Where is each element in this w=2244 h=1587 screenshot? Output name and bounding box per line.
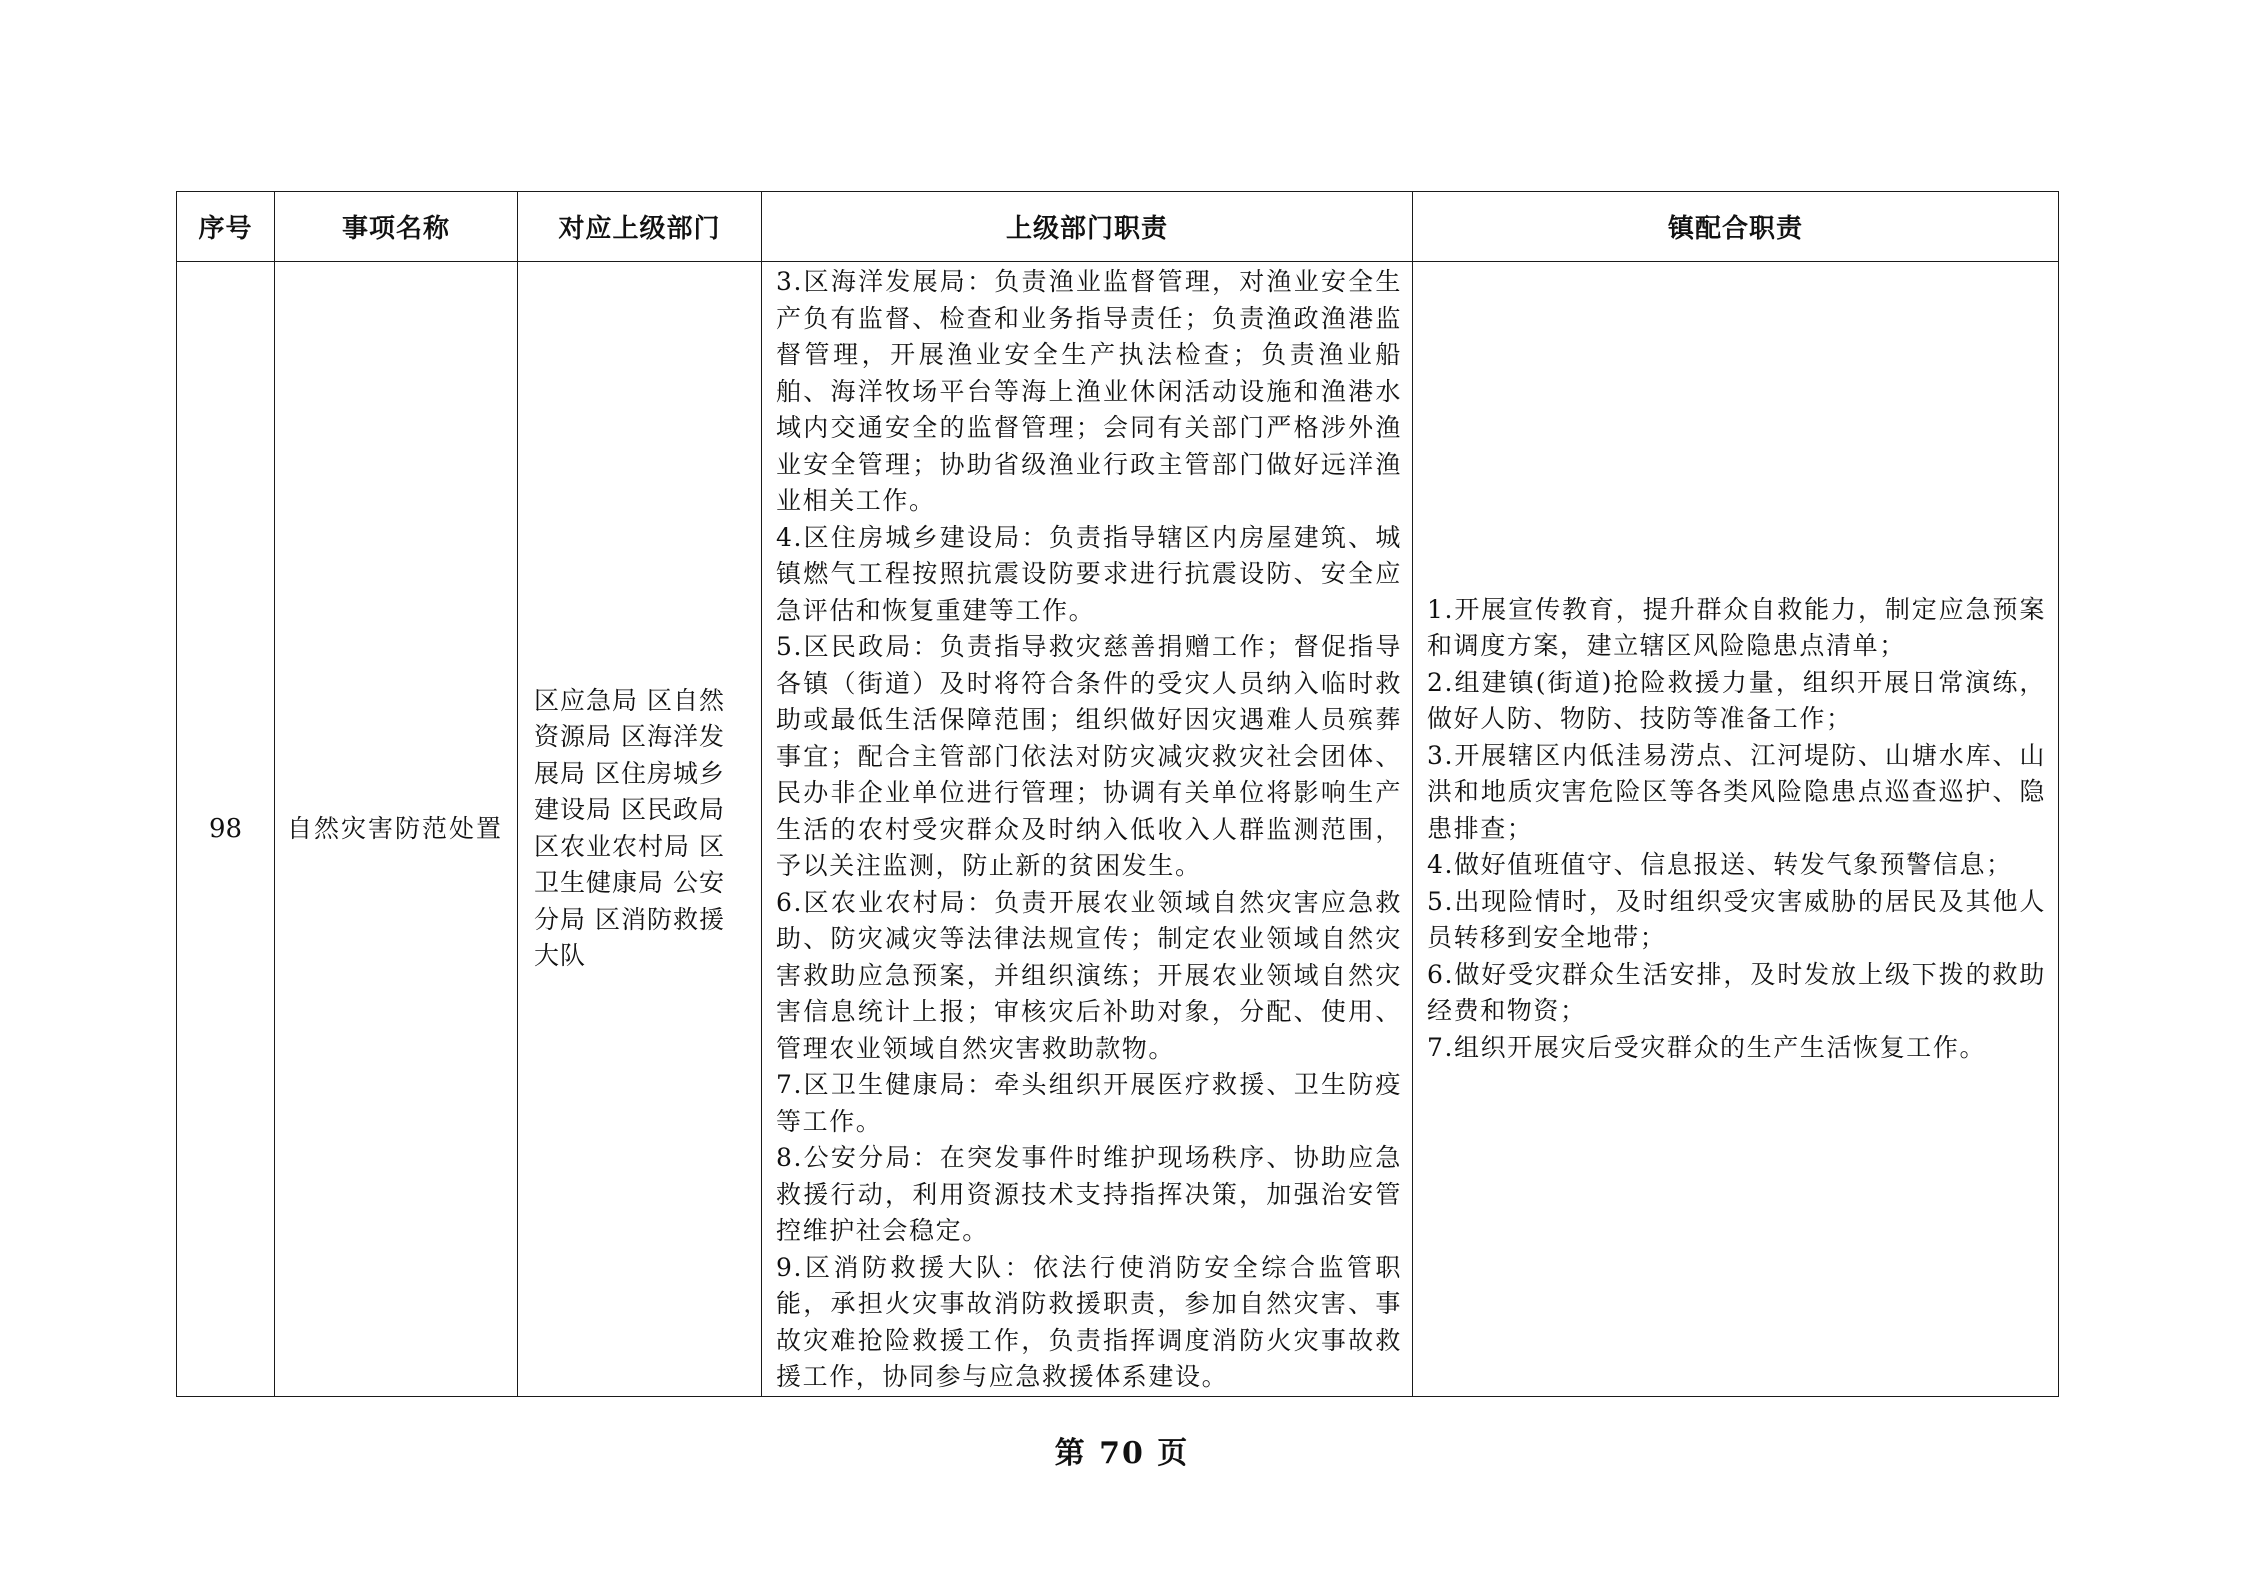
responsibility-table [176, 191, 2059, 1397]
header-dept: 对应上级部门 [518, 192, 762, 262]
dept-duty-item: 9.区消防救援大队：依法行使消防安全综合监管职能，承担火灾事故消防救援职责，参加自然灾害、事故灾难抢险救援工作，负责指挥调度消防火灾事故救援工作，协同参与应急救援体系建设。 [776, 1252, 1402, 1391]
town-duty-item: 5.出现险情时，及时组织受灾害威胁的居民及其他人员转移到安全地带； [1427, 886, 2046, 952]
header-index: 序号 [177, 192, 275, 262]
row-item-name: 自然灾害防范处置 [275, 262, 518, 1397]
page-number: 第 70 页 [1054, 1436, 1190, 1471]
table-row [177, 262, 2059, 1397]
row-dept-duties [762, 262, 1413, 1397]
dept-duty-item: 3.区海洋发展局：负责渔业监督管理，对渔业安全生产负有监督、检查和业务指导责任；负责渔政渔港监督管理，开展渔业安全生产执法检查；负责渔业船舶、海洋牧场平台等海上渔业休闲活动设施和渔港水域内交通安全的监督管理；会同有关部门严格涉外渔业安全管理；协助省级渔业行政主管部门做好远洋渔业相关工作。 [776, 267, 1402, 515]
row-dept: 区应急局 区自然资源局 区海洋发展局 区住房城乡建设局 区民政局 区农业农村局 区卫生健康局 公安分局 区消防救援大队 [518, 262, 762, 1397]
town-duty-item: 4.做好值班值守、信息报送、转发气象预警信息； [1427, 850, 2013, 879]
header-town-duties: 镇配合职责 [1413, 192, 2059, 262]
town-duty-item: 7.组织开展灾后受灾群众的生产生活恢复工作。 [1427, 1032, 1987, 1062]
row-index: 98 [177, 262, 275, 1397]
header-dept-duties: 上级部门职责 [762, 192, 1413, 262]
dept-duty-item: 5.区民政局：负责指导救灾慈善捐赠工作；督促指导各镇（街道）及时将符合条件的受灾人员纳入临时救助或最低生活保障范围；组织做好因灾遇难人员殡葬事宜；配合主管部门依法对防灾减灾救灾社会团体、民办非企业单位进行管理；协调有关单位将影响生产生活的农村受灾群众及时纳入低收入人群监测范围，予以关注监测，防止新的贫困发生。 [776, 632, 1402, 880]
header-item-name: 事项名称 [275, 192, 518, 262]
town-duty-item: 3.开展辖区内低洼易涝点、江河堤防、山塘水库、山洪和地质灾害危险区等各类风险隐患点巡查巡护、隐患排查； [1427, 740, 2046, 843]
table-header-row [177, 192, 2059, 262]
row-town-duties [1413, 262, 2059, 1397]
dept-duty-item: 4.区住房城乡建设局：负责指导辖区内房屋建筑、城镇燃气工程按照抗震设防要求进行抗震设防、安全应急评估和恢复重建等工作。 [776, 522, 1402, 625]
town-duty-item: 2.组建镇(街道)抢险救援力量，组织开展日常演练，做好人防、物防、技防等准备工作； [1427, 667, 2046, 733]
dept-duty-item: 7.区卫生健康局：牵头组织开展医疗救援、卫生防疫等工作。 [776, 1070, 1402, 1136]
town-duty-item: 1.开展宣传教育，提升群众自救能力，制定应急预案和调度方案，建立辖区风险隐患点清单； [1427, 594, 2046, 660]
town-duty-item: 6.做好受灾群众生活安排，及时发放上级下拨的救助经费和物资； [1427, 959, 2046, 1025]
dept-duty-item: 6.区农业农村局：负责开展农业领域自然灾害应急救助、防灾减灾等法律法规宣传；制定农业领域自然灾害救助应急预案，并组织演练；开展农业领域自然灾害信息统计上报；审核灾后补助对象，分配、使用、管理农业领域自然灾害救助款物。 [776, 887, 1402, 1063]
dept-duty-item: 8.公安分局：在突发事件时维护现场秩序、协助应急救援行动，利用资源技术支持指挥决策，加强治安管控维护社会稳定。 [776, 1143, 1402, 1245]
